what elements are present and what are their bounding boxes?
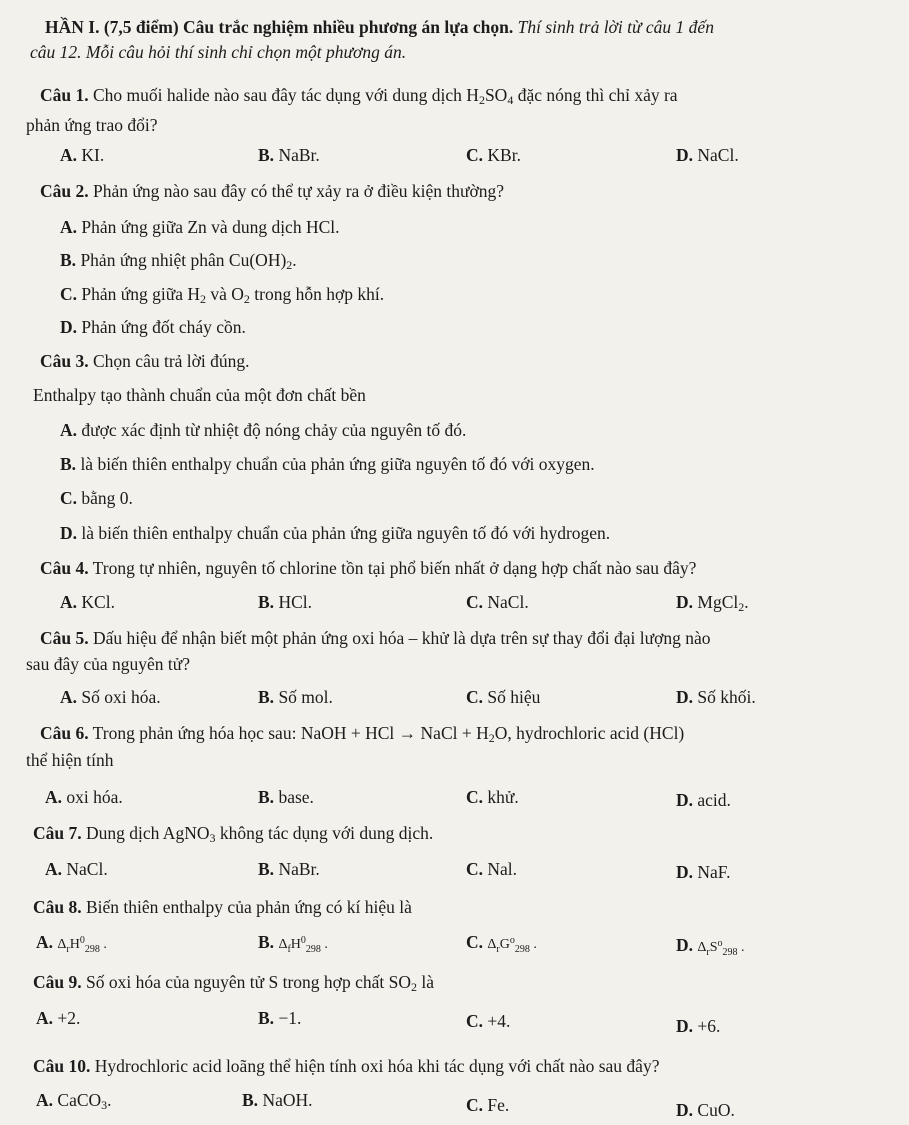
q7-option-a[interactable]: A. NaCl. bbox=[45, 859, 108, 879]
q10-option-c[interactable]: C. Fe. bbox=[466, 1095, 510, 1115]
q2-option-c[interactable]: C. Phản ứng giữa $H_2$ và $O_2$ trong hỗn hợp khí. bbox=[60, 284, 385, 306]
q5-option-a[interactable]: A. Số oxi hóa. bbox=[60, 687, 161, 707]
q8-option-d[interactable]: D. $\Delta_rS^o_{298}$ . bbox=[676, 935, 745, 958]
question-5-number: Câu 5. bbox=[40, 628, 89, 648]
question-6-number: Câu 6. bbox=[40, 723, 89, 743]
q4-option-c[interactable]: C. NaCl. bbox=[466, 592, 529, 612]
q9-option-a[interactable]: A. +2. bbox=[36, 1008, 81, 1028]
q1-option-c[interactable]: C. KBr. bbox=[466, 145, 521, 165]
question-5-cont: sau đây của nguyên tử? bbox=[26, 654, 191, 674]
question-7-number: Câu 7. bbox=[33, 823, 82, 843]
q4-option-a[interactable]: A. KCl. bbox=[60, 592, 115, 612]
q8-option-b[interactable]: B. $\Delta_fH^0_{298}$ . bbox=[258, 932, 328, 955]
question-4: Câu 4. Trong tự nhiên, nguyên tố chlorine tồn tại phổ biến nhất ở dạng hợp chất nào sau đây? bbox=[40, 558, 697, 578]
q10-option-a[interactable]: A. CaCO$_3$. bbox=[36, 1090, 112, 1112]
question-9-number: Câu 9. bbox=[33, 972, 82, 992]
q9-option-d[interactable]: D. +6. bbox=[676, 1016, 721, 1036]
q3-option-d[interactable]: D. là biến thiên enthalpy chuẩn của phản ứng giữa nguyên tố đó với hydrogen. bbox=[60, 523, 611, 543]
q5-option-b[interactable]: B. Số mol. bbox=[258, 687, 333, 707]
part-instruction-1: Thí sinh trả lời từ câu 1 đến bbox=[513, 17, 714, 37]
q5-option-d[interactable]: D. Số khối. bbox=[676, 687, 756, 707]
question-3-number: Câu 3. bbox=[40, 351, 89, 371]
q6-option-b[interactable]: B. base. bbox=[258, 787, 314, 807]
q7-option-b[interactable]: B. NaBr. bbox=[258, 859, 320, 879]
q2-option-a[interactable]: A. Phản ứng giữa Zn và dung dịch HCl. bbox=[60, 217, 340, 237]
question-8: Câu 8. Biến thiên enthalpy của phản ứng có kí hiệu là bbox=[33, 897, 412, 917]
q5-option-c[interactable]: C. Số hiệu bbox=[466, 687, 541, 707]
q6-option-a[interactable]: A. oxi hóa. bbox=[45, 787, 123, 807]
question-10: Câu 10. Hydrochloric acid loãng thể hiện tính oxi hóa khi tác dụng với chất nào sau đây? bbox=[33, 1056, 660, 1076]
question-2-number: Câu 2. bbox=[40, 181, 89, 201]
question-10-number: Câu 10. bbox=[33, 1056, 91, 1076]
q3-option-a[interactable]: A. được xác định từ nhiệt độ nóng chảy của nguyên tố đó. bbox=[60, 420, 467, 440]
question-9: Câu 9. Số oxi hóa của nguyên tử S trong hợp chất $SO_2$ là bbox=[33, 972, 434, 994]
question-4-number: Câu 4. bbox=[40, 558, 89, 578]
q9-option-c[interactable]: C. +4. bbox=[466, 1011, 511, 1031]
q7-option-c[interactable]: C. Nal. bbox=[466, 859, 518, 879]
q10-option-b[interactable]: B. NaOH. bbox=[242, 1090, 313, 1110]
question-1-number: Câu 1. bbox=[40, 85, 89, 105]
q6-option-d[interactable]: D. acid. bbox=[676, 790, 731, 810]
q1-option-a[interactable]: A. KI. bbox=[60, 145, 105, 165]
q9-option-b[interactable]: B. −1. bbox=[258, 1008, 302, 1028]
question-7: Câu 7. Dung dịch AgNO$_3$ không tác dụng với dung dịch. bbox=[33, 823, 434, 845]
question-1: Câu 1. Cho muối halide nào sau đây tác dụng với dung dịch $H_2SO_4$ đặc nóng thì chỉ xảy ra bbox=[40, 85, 678, 107]
question-6-cont: thể hiện tính bbox=[26, 750, 114, 770]
q2-option-b[interactable]: B. Phản ứng nhiệt phân $Cu(OH)_2$. bbox=[60, 250, 297, 272]
q4-option-b[interactable]: B. HCl. bbox=[258, 592, 312, 612]
part-header bbox=[45, 16, 714, 38]
part-title: HẦN I. (7,5 điểm) Câu trắc nghiệm nhiều phương án lựa chọn. bbox=[45, 17, 514, 37]
q6-option-c[interactable]: C. khử. bbox=[466, 787, 519, 807]
q8-option-c[interactable]: C. $\Delta_rG^o_{298}$ . bbox=[466, 932, 537, 955]
question-3-stem: Enthalpy tạo thành chuẩn của một đơn chất bền bbox=[33, 385, 366, 405]
q2-option-d[interactable]: D. Phản ứng đốt cháy cồn. bbox=[60, 317, 246, 337]
q10-option-d[interactable]: D. CuO. bbox=[676, 1100, 735, 1120]
q4-option-d[interactable]: D. MgCl$_2$. bbox=[676, 592, 749, 614]
q7-option-d[interactable]: D. NaF. bbox=[676, 862, 731, 882]
q3-option-c[interactable]: C. bằng 0. bbox=[60, 488, 133, 508]
q1-option-b[interactable]: B. NaBr. bbox=[258, 145, 320, 165]
question-1-cont: phản ứng trao đổi? bbox=[26, 115, 158, 135]
question-5: Câu 5. Dấu hiệu để nhận biết một phản ứng oxi hóa – khử là dựa trên sự thay đổi đại lượng nào bbox=[40, 628, 711, 648]
question-3: Câu 3. Chọn câu trả lời đúng. bbox=[40, 351, 250, 371]
question-8-number: Câu 8. bbox=[33, 897, 82, 917]
question-2: Câu 2. Phản ứng nào sau đây có thể tự xảy ra ở điều kiện thường? bbox=[40, 181, 504, 201]
q3-option-b[interactable]: B. là biến thiên enthalpy chuẩn của phản ứng giữa nguyên tố đó với oxygen. bbox=[60, 454, 595, 474]
question-6: Câu 6. Trong phản ứng hóa học sau: NaOH + HCl → NaCl + $H_2O$, hydrochloric acid (HCl) bbox=[40, 723, 685, 745]
q1-option-d[interactable]: D. NaCl. bbox=[676, 145, 739, 165]
part-instruction-2: câu 12. Mỗi câu hỏi thí sinh chỉ chọn một phương án. bbox=[30, 42, 407, 62]
q8-option-a[interactable]: A. $\Delta_rH^0_{298}$ . bbox=[36, 932, 107, 955]
